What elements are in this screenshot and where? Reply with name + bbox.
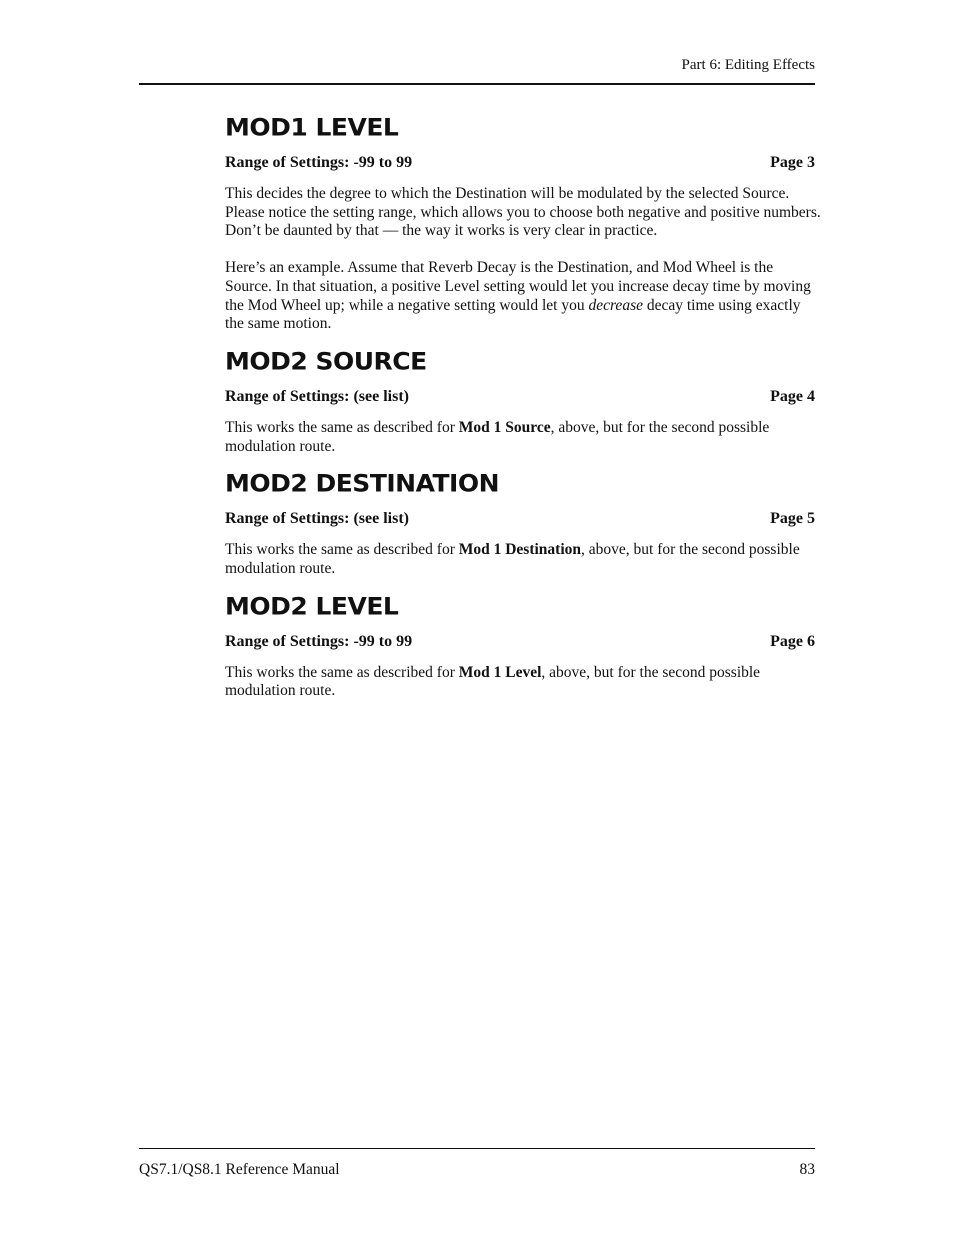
range-row	[225, 153, 815, 173]
paragraph	[225, 419, 823, 456]
paragraph	[225, 541, 823, 578]
section-mod2-source	[225, 345, 823, 456]
page-ref: Page 4	[770, 387, 815, 405]
section-mod2-level	[225, 590, 823, 701]
section-title: MOD2 SOURCE	[225, 346, 427, 375]
section-title: MOD2 DESTINATION	[225, 469, 500, 498]
footer-rule	[139, 1148, 815, 1149]
range-row	[225, 632, 815, 652]
range-row	[225, 387, 815, 407]
footer-page-number: 83	[799, 1161, 815, 1178]
range-of-settings: Range of Settings: -99 to 99	[225, 154, 413, 171]
paragraph-text: Here’s an example. Assume that Reverb Decay is the Destination, and Mod Wheel is the Source. In that situation, a positive Level setting would let you increase decay time by moving the Mod Wheel up; while a negative setting would let you	[225, 259, 811, 314]
running-header: Part 6: Editing Effects	[681, 57, 815, 73]
paragraph-text: , above, but for the second possible modulation route.	[225, 541, 800, 578]
paragraph-text: , above, but for the second possible modulation route.	[225, 418, 770, 455]
range-row	[225, 509, 815, 529]
emphasis-text: decrease	[588, 296, 643, 314]
header-rule	[139, 83, 815, 85]
paragraph-text: , above, but for the second possible modulation route.	[225, 663, 761, 700]
section-title: MOD1 LEVEL	[225, 112, 399, 142]
page-ref: Page 3	[770, 154, 815, 171]
bold-text: Mod 1 Destination	[458, 541, 582, 559]
paragraph	[225, 259, 823, 334]
paragraph-text: This works the same as described for	[225, 418, 459, 436]
page-content	[225, 111, 823, 712]
paragraph-text: This works the same as described for	[225, 541, 459, 559]
range-of-settings: Range of Settings: (see list)	[225, 387, 409, 405]
paragraph: This decides the degree to which the Destination will be modulated by the selected Source. Please notice the setting range, which allows you to choose both negative and positive numbers. Don’t be daunted by that — the way it works is very clear in practice.	[225, 185, 821, 240]
range-of-settings: Range of Settings: -99 to 99	[225, 632, 413, 650]
bold-text: Mod 1 Source	[458, 418, 551, 436]
bold-text: Mod 1 Level	[458, 663, 542, 681]
section-mod1-level	[225, 111, 823, 334]
paragraph	[225, 664, 823, 701]
section-title: MOD2 LEVEL	[225, 591, 399, 620]
paragraph-text: This works the same as described for	[225, 663, 459, 681]
range-of-settings: Range of Settings: (see list)	[225, 510, 409, 528]
page-ref: Page 5	[770, 510, 815, 528]
footer-manual-title: QS7.1/QS8.1 Reference Manual	[139, 1161, 340, 1178]
section-mod2-destination	[225, 467, 823, 578]
paragraph-text: decay time using exactly the same motion.	[225, 296, 801, 333]
page-ref: Page 6	[770, 632, 815, 650]
